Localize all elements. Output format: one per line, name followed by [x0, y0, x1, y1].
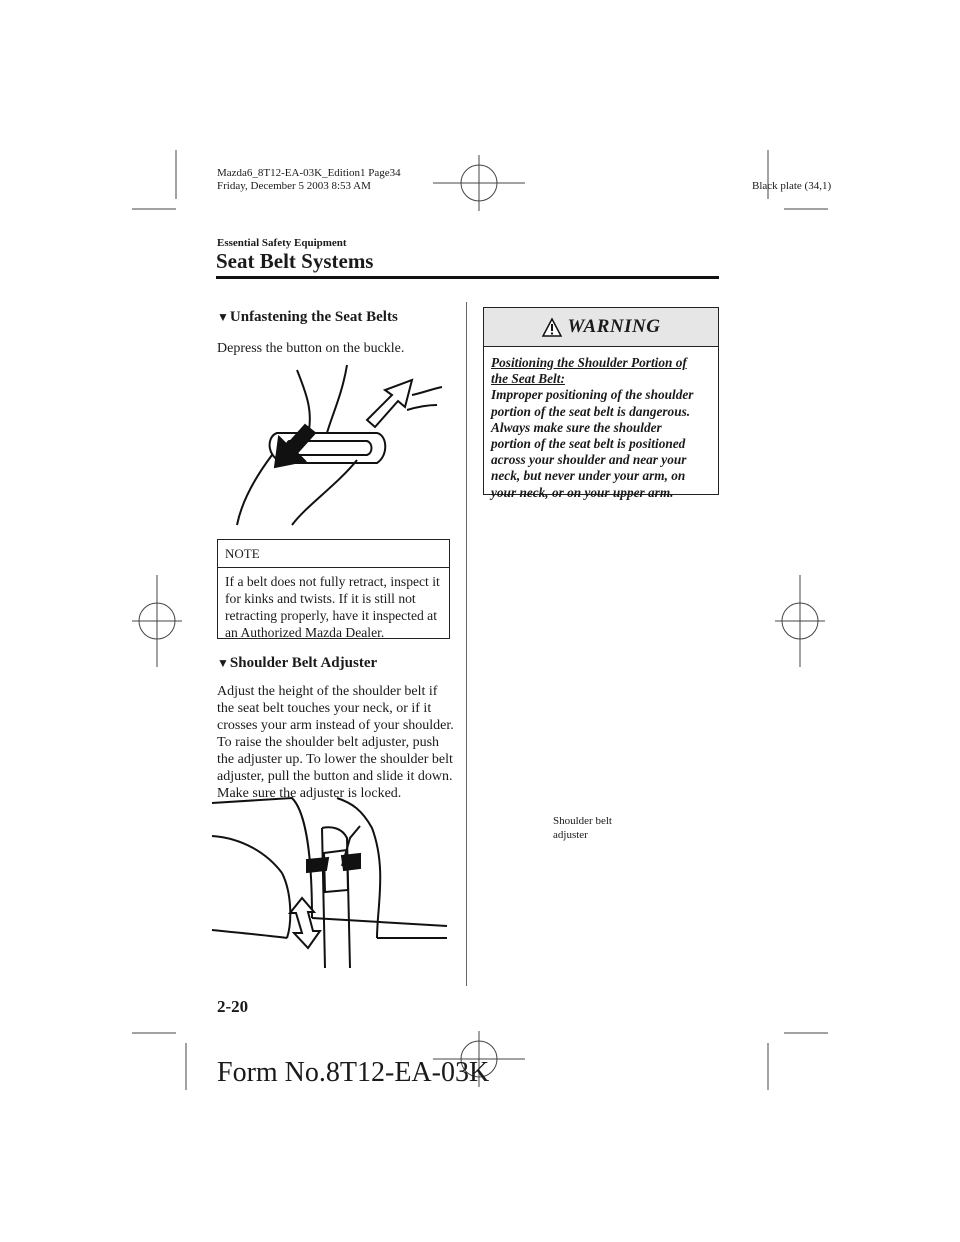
- note-line: If a belt does not fully retract, inspect it: [225, 574, 440, 589]
- unfasten-heading-text: Unfastening the Seat Belts: [229, 309, 398, 325]
- note-line: retracting properly, have it inspected at: [225, 608, 437, 623]
- adjuster-line: crosses your arm instead of your shoulder.: [217, 718, 454, 733]
- adjuster-line: adjuster, pull the button and slide it down.: [217, 769, 453, 784]
- form-number: Form No.8T12-EA-03K: [217, 1057, 490, 1088]
- print-info-line2: Friday, December 5 2003 8:53 AM: [217, 180, 371, 192]
- warning-subtitle: the Seat Belt:: [491, 371, 565, 387]
- callout-line: Shoulder belt: [553, 815, 612, 827]
- column-divider: [466, 302, 467, 986]
- warning-title: WARNING: [567, 316, 661, 337]
- page-number: 2-20: [217, 997, 249, 1016]
- note-line: an Authorized Mazda Dealer.: [225, 625, 385, 640]
- buckle-illustration: [217, 355, 457, 530]
- warning-line: neck, but never under your arm, on: [491, 468, 686, 484]
- warning-icon: [542, 318, 562, 337]
- note-box: [217, 539, 450, 639]
- adjuster-line: Adjust the height of the shoulder belt if: [217, 684, 438, 699]
- warning-body: [484, 347, 718, 501]
- adjuster-line: Make sure the adjuster is locked.: [217, 786, 402, 801]
- registration-mark-right: [775, 575, 825, 667]
- unfasten-text: Depress the button on the buckle.: [217, 341, 405, 356]
- adjuster-heading: [217, 655, 377, 672]
- warning-line: your neck, or on your upper arm.: [491, 484, 674, 500]
- adjuster-line: the seat belt touches your neck, or if it: [217, 701, 432, 716]
- registration-mark-top: [433, 155, 525, 211]
- warning-line: portion of the seat belt is dangerous.: [491, 403, 691, 419]
- note-label: NOTE: [218, 540, 449, 568]
- warning-line: portion of the seat belt is positioned: [491, 436, 686, 452]
- adjuster-illustration: [212, 798, 452, 968]
- page-title: Seat Belt Systems: [216, 249, 374, 273]
- warning-header: [484, 308, 718, 347]
- adjuster-heading-text: Shoulder Belt Adjuster: [229, 655, 378, 671]
- adjuster-line: the adjuster up. To lower the shoulder belt: [217, 752, 453, 767]
- note-body: [218, 568, 449, 646]
- callout-label: [553, 814, 612, 842]
- adjuster-line: To raise the shoulder belt adjuster, push: [217, 735, 440, 750]
- registration-mark-left: [132, 575, 182, 667]
- plate-label: Black plate (34,1): [752, 180, 832, 192]
- print-info-line1: Mazda6_8T12-EA-03K_Edition1 Page34: [217, 167, 401, 179]
- section-label: Essential Safety Equipment: [217, 237, 347, 249]
- warning-line: across your shoulder and near your: [491, 452, 687, 468]
- warning-subtitle: Positioning the Shoulder Portion of: [491, 355, 687, 370]
- note-line: for kinks and twists. If it is still not: [225, 591, 416, 606]
- callout-line: adjuster: [553, 829, 588, 841]
- print-info: [217, 167, 401, 193]
- triangle-marker-icon: ▼: [217, 656, 229, 670]
- warning-line: Always make sure the shoulder: [491, 419, 662, 435]
- title-rule: [216, 276, 719, 279]
- warning-box: [483, 307, 719, 500]
- adjuster-text: [217, 683, 454, 802]
- warning-line: Improper positioning of the shoulder: [491, 387, 694, 403]
- unfasten-heading: [217, 309, 398, 326]
- triangle-marker-icon: ▼: [217, 310, 229, 324]
